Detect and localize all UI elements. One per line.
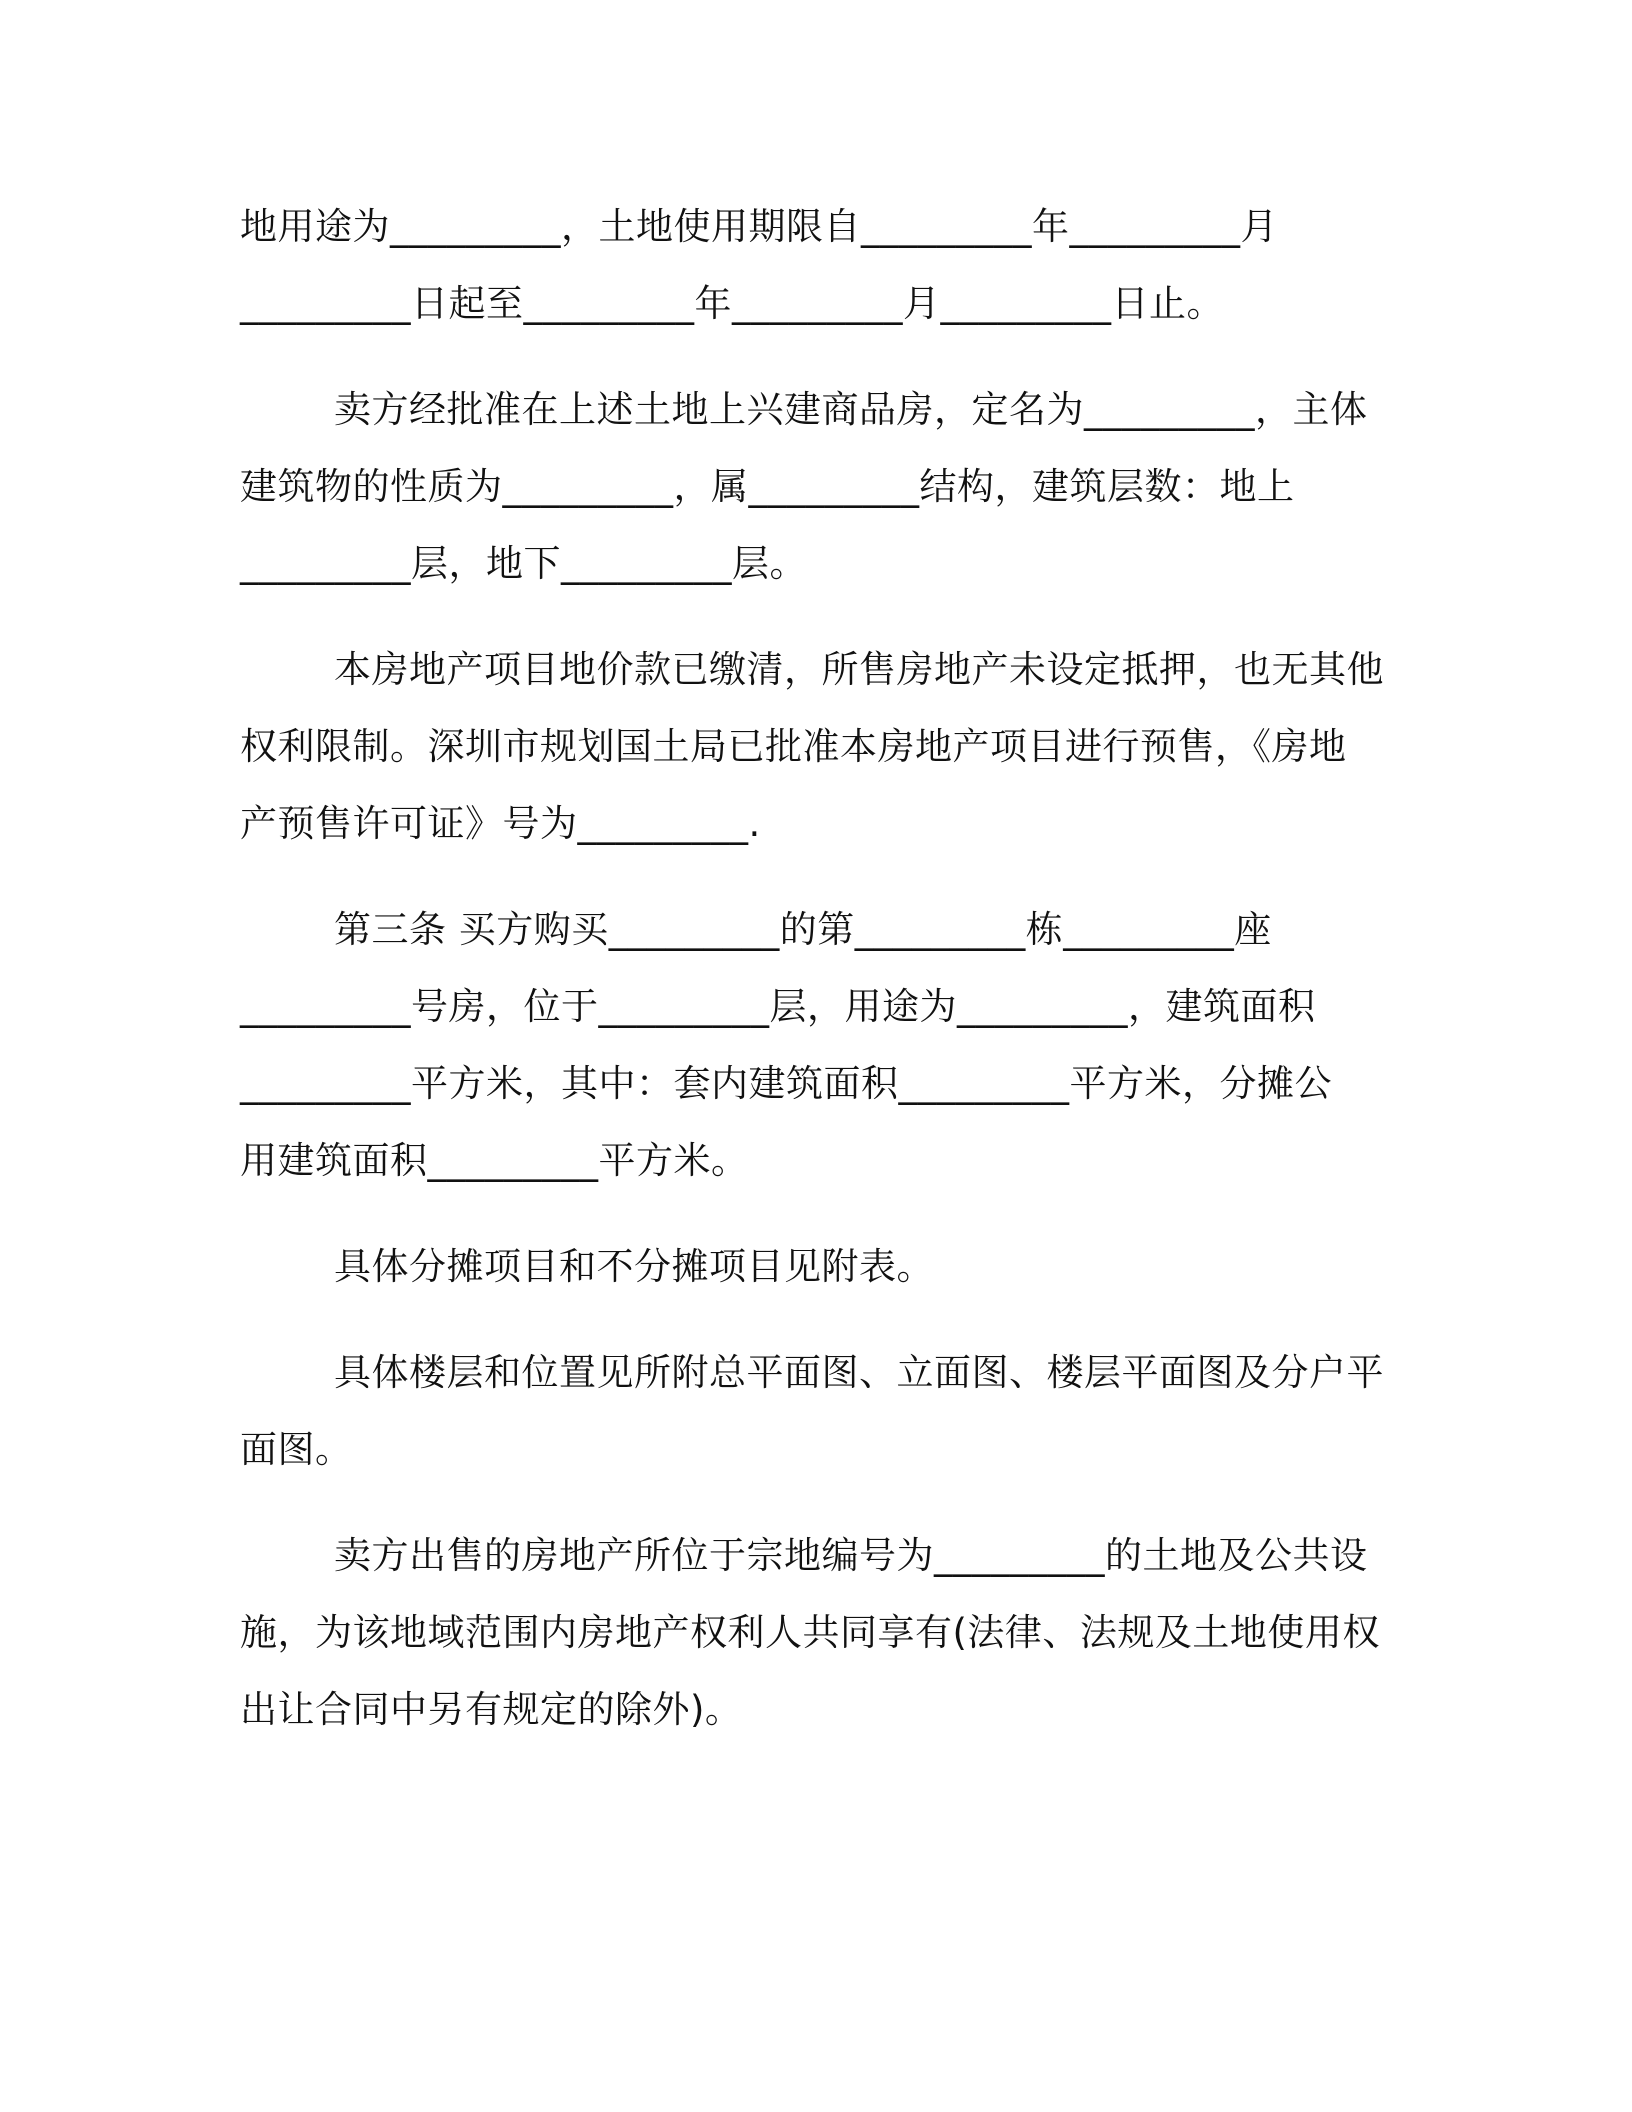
paragraph-common-facilities <box>240 1517 1392 1748</box>
paragraph-article-three <box>240 891 1392 1199</box>
text-line: 面图。 <box>240 1428 353 1471</box>
paragraph-floor-plans <box>240 1334 1392 1488</box>
document-body <box>240 188 1392 1777</box>
text-line: 卖方出售的房地产所位于宗地编号为_________的土地及公共设 <box>334 1534 1368 1577</box>
paragraph-presale-permit <box>240 631 1392 862</box>
text-line: _________日起至_________年_________月_________日止。 <box>240 282 1224 325</box>
text-line: _________层，地下_________层。 <box>240 542 807 585</box>
paragraph-shared-items <box>240 1228 1392 1305</box>
text-line: 建筑物的性质为_________，属_________结构，建筑层数：地上 <box>240 465 1295 508</box>
text-line: 本房地产项目地价款已缴清，所售房地产未设定抵押，也无其他 <box>334 648 1384 691</box>
paragraph-land-use-period <box>240 188 1392 342</box>
text-line: _________号房，位于_________层，用途为_________，建筑面积 <box>240 985 1316 1028</box>
text-line: 产预售许可证》号为_________. <box>240 802 761 845</box>
text-line: 具体楼层和位置见所附总平面图、立面图、楼层平面图及分户平 <box>334 1351 1384 1394</box>
text-line: 卖方经批准在上述土地上兴建商品房，定名为_________，主体 <box>334 388 1368 431</box>
text-line: 第三条 买方购买_________的第_________栋_________座 <box>334 908 1272 951</box>
text-line: 用建筑面积_________平方米。 <box>240 1139 749 1182</box>
text-line: 出让合同中另有规定的除外)。 <box>240 1688 743 1731</box>
text-line: _________平方米，其中：套内建筑面积_________平方米，分摊公 <box>240 1062 1332 1105</box>
paragraph-construction <box>240 371 1392 602</box>
text-line: 具体分摊项目和不分摊项目见附表。 <box>334 1245 934 1288</box>
text-line: 施，为该地域范围内房地产权利人共同享有(法律、法规及土地使用权 <box>240 1611 1380 1654</box>
text-line: 地用途为_________，土地使用期限自_________年_________月 <box>240 205 1278 248</box>
text-line: 权利限制。深圳市规划国土局已批准本房地产项目进行预售，《房地 <box>240 725 1347 768</box>
